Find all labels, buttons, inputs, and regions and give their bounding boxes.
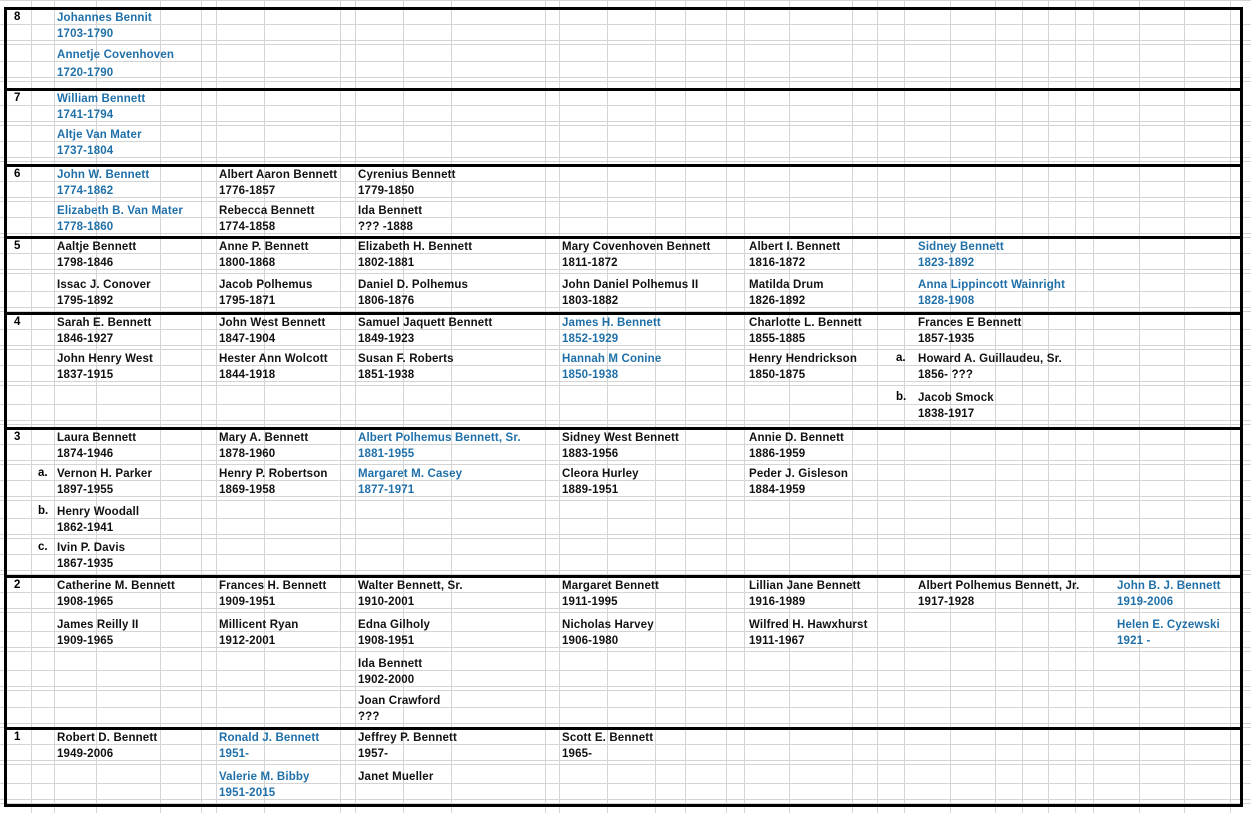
spouse-order-marker: b.: [38, 505, 49, 517]
relative-cell[interactable]: [358, 656, 422, 688]
life-dates[interactable]: 1823-1892: [918, 257, 975, 269]
person-name[interactable]: Samuel Jaquett Bennett: [358, 317, 493, 329]
life-dates[interactable]: 1846-1927: [57, 333, 114, 345]
relative-cell[interactable]: [219, 430, 308, 462]
person-name[interactable]: William Bennett: [57, 93, 146, 105]
life-dates[interactable]: 1838-1917: [918, 408, 975, 420]
life-dates[interactable]: 1878-1960: [219, 448, 276, 460]
relative-cell[interactable]: [358, 351, 454, 383]
life-dates[interactable]: 1919-2006: [1117, 596, 1174, 608]
life-dates[interactable]: 1908-1951: [358, 635, 415, 647]
life-dates[interactable]: 1912-2001: [219, 635, 276, 647]
direct-ancestor-cell[interactable]: [57, 10, 152, 42]
life-dates[interactable]: 1889-1951: [562, 484, 619, 496]
spouse-order-marker: a.: [896, 352, 906, 364]
generation-number[interactable]: 6: [14, 168, 21, 180]
relative-cell[interactable]: [562, 730, 653, 762]
relative-cell[interactable]: [918, 315, 1022, 347]
person-name[interactable]: Sarah E. Bennett: [57, 317, 152, 329]
life-dates[interactable]: 1806-1876: [358, 295, 415, 307]
relative-cell[interactable]: [749, 239, 840, 271]
life-dates[interactable]: 1779-1850: [358, 185, 415, 197]
life-dates[interactable]: 1811-1872: [562, 257, 618, 269]
life-dates[interactable]: 1908-1965: [57, 596, 114, 608]
direct-ancestor-cell[interactable]: [57, 203, 183, 235]
relative-cell[interactable]: [749, 617, 868, 649]
relative-cell[interactable]: [749, 277, 824, 309]
life-dates[interactable]: 1965-: [562, 748, 593, 760]
person-name[interactable]: Millicent Ryan: [219, 619, 299, 631]
person-name[interactable]: James Reilly II: [57, 619, 139, 631]
generation-section-7: [4, 88, 1243, 167]
life-dates[interactable]: 1774-1862: [57, 185, 114, 197]
person-name[interactable]: Matilda Drum: [749, 279, 824, 291]
life-dates[interactable]: 1720-1790: [57, 67, 114, 79]
life-dates[interactable]: ??? -1888: [358, 221, 414, 233]
direct-ancestor-cell[interactable]: [562, 351, 661, 383]
life-dates[interactable]: 1856- ???: [918, 369, 974, 381]
direct-ancestor-cell[interactable]: [219, 730, 319, 762]
relative-cell[interactable]: [57, 504, 139, 536]
life-dates[interactable]: 1911-1995: [562, 596, 618, 608]
relative-cell[interactable]: [358, 617, 430, 649]
life-dates[interactable]: 1816-1872: [749, 257, 806, 269]
person-name[interactable]: John West Bennett: [219, 317, 326, 329]
relative-cell[interactable]: [918, 578, 1079, 610]
person-name[interactable]: Albert I. Bennett: [749, 241, 841, 253]
direct-ancestor-cell[interactable]: [358, 466, 462, 498]
person-name[interactable]: Jeffrey P. Bennett: [358, 732, 457, 744]
person-name[interactable]: John Daniel Polhemus II: [562, 279, 699, 291]
person-name[interactable]: Rebecca Bennett: [219, 205, 315, 217]
life-dates[interactable]: 1798-1846: [57, 257, 114, 269]
relative-cell[interactable]: [57, 239, 136, 271]
person-name[interactable]: Margaret M. Casey: [358, 468, 463, 480]
generation-number[interactable]: 7: [14, 92, 21, 104]
direct-ancestor-cell[interactable]: [57, 91, 145, 123]
spouse-order-marker: c.: [38, 541, 48, 553]
generation-number[interactable]: 3: [14, 431, 21, 443]
relative-cell[interactable]: [562, 239, 711, 271]
relative-cell[interactable]: [749, 430, 844, 462]
relative-cell[interactable]: [57, 617, 139, 649]
relative-cell[interactable]: [219, 466, 328, 498]
life-dates[interactable]: 1911-1967: [749, 635, 805, 647]
person-name[interactable]: Cyrenius Bennett: [358, 169, 456, 181]
life-dates[interactable]: 1877-1971: [358, 484, 415, 496]
person-name[interactable]: Henry Hendrickson: [749, 353, 857, 365]
life-dates[interactable]: 1776-1857: [219, 185, 276, 197]
grid-row-line: [0, 0, 1251, 1]
relative-cell[interactable]: [57, 277, 151, 309]
life-dates[interactable]: 1951-: [219, 748, 250, 760]
relative-cell[interactable]: [918, 390, 994, 422]
spouse-order-marker: a.: [38, 467, 48, 479]
life-dates[interactable]: 1851-1938: [358, 369, 415, 381]
life-dates[interactable]: 1778-1860: [57, 221, 114, 233]
person-name[interactable]: Albert Aaron Bennett: [219, 169, 338, 181]
relative-cell[interactable]: [562, 277, 698, 309]
person-name[interactable]: Mary Covenhoven Bennett: [562, 241, 711, 253]
generation-number[interactable]: 2: [14, 579, 21, 591]
life-dates[interactable]: 1910-2001: [358, 596, 415, 608]
relative-cell[interactable]: [749, 315, 862, 347]
life-dates[interactable]: 1917-1928: [918, 596, 975, 608]
person-name[interactable]: Ida Bennett: [358, 658, 423, 670]
person-name[interactable]: Johannes Bennit: [57, 12, 152, 24]
life-dates[interactable]: 1886-1959: [749, 448, 806, 460]
generation-number[interactable]: 1: [14, 731, 21, 743]
person-name[interactable]: Mary A. Bennett: [219, 432, 309, 444]
person-name[interactable]: Aaltje Bennett: [57, 241, 137, 253]
person-name[interactable]: Daniel D. Polhemus: [358, 279, 469, 291]
person-name[interactable]: Howard A. Guillaudeu, Sr.: [918, 353, 1062, 365]
direct-ancestor-cell[interactable]: [358, 430, 521, 462]
person-name[interactable]: Valerie M. Bibby: [219, 771, 310, 783]
life-dates[interactable]: 1844-1918: [219, 369, 276, 381]
life-dates[interactable]: 1902-2000: [358, 674, 415, 686]
relative-cell[interactable]: [57, 351, 153, 383]
person-name[interactable]: Sidney West Bennett: [562, 432, 680, 444]
life-dates[interactable]: 1869-1958: [219, 484, 276, 496]
life-dates[interactable]: 1803-1882: [562, 295, 619, 307]
person-name[interactable]: Elizabeth H. Bennett: [358, 241, 473, 253]
relative-cell[interactable]: [562, 578, 659, 610]
life-dates[interactable]: 1916-1989: [749, 596, 806, 608]
life-dates[interactable]: 1874-1946: [57, 448, 114, 460]
direct-ancestor-cell[interactable]: [219, 769, 310, 801]
person-name[interactable]: James H. Bennett: [562, 317, 661, 329]
life-dates[interactable]: 1881-1955: [358, 448, 415, 460]
person-name[interactable]: Annetje Covenhoven: [57, 49, 175, 61]
person-name[interactable]: Altje Van Mater: [57, 129, 142, 141]
life-dates[interactable]: 1800-1868: [219, 257, 276, 269]
person-name[interactable]: Anne P. Bennett: [219, 241, 309, 253]
relative-cell[interactable]: [57, 430, 136, 462]
life-dates[interactable]: 1737-1804: [57, 145, 114, 157]
generation-section-6: [4, 164, 1243, 239]
person-name[interactable]: Henry Woodall: [57, 506, 140, 518]
direct-ancestor-cell[interactable]: [1117, 617, 1220, 649]
generation-number[interactable]: 8: [14, 11, 21, 23]
spouse-order-marker: b.: [896, 391, 907, 403]
life-dates[interactable]: 1921 -: [1117, 635, 1151, 647]
life-dates[interactable]: 1884-1959: [749, 484, 806, 496]
person-name[interactable]: John Henry West: [57, 353, 153, 365]
relative-cell[interactable]: [562, 466, 639, 498]
person-name[interactable]: Henry P. Robertson: [219, 468, 328, 480]
person-name[interactable]: Frances E Bennett: [918, 317, 1022, 329]
life-dates[interactable]: 1741-1794: [57, 109, 114, 121]
life-dates[interactable]: 1951-2015: [219, 787, 276, 799]
relative-cell[interactable]: [918, 351, 1062, 383]
direct-ancestor-cell[interactable]: [1117, 578, 1221, 610]
relative-cell[interactable]: [358, 203, 422, 235]
person-name[interactable]: Wilfred H. Hawxhurst: [749, 619, 868, 631]
life-dates[interactable]: 1850-1875: [749, 369, 806, 381]
person-name[interactable]: Joan Crawford: [358, 695, 441, 707]
person-name[interactable]: Edna Gilholy: [358, 619, 431, 631]
person-name[interactable]: Hannah M Conine: [562, 353, 662, 365]
generation-number[interactable]: 4: [14, 316, 21, 328]
relative-cell[interactable]: [219, 617, 298, 649]
person-name[interactable]: Scott E. Bennett: [562, 732, 654, 744]
relative-cell[interactable]: [219, 277, 313, 309]
relative-cell[interactable]: [219, 167, 337, 199]
direct-ancestor-cell[interactable]: [918, 239, 1004, 271]
life-dates[interactable]: 1867-1935: [57, 558, 114, 570]
direct-ancestor-cell[interactable]: [562, 315, 661, 347]
life-dates[interactable]: 1847-1904: [219, 333, 276, 345]
life-dates[interactable]: 1703-1790: [57, 28, 114, 40]
person-name[interactable]: Ida Bennett: [358, 205, 423, 217]
person-name[interactable]: Issac J. Conover: [57, 279, 151, 291]
relative-cell[interactable]: [749, 466, 848, 498]
person-name[interactable]: John W. Bennett: [57, 169, 150, 181]
relative-cell[interactable]: [57, 315, 151, 347]
person-name[interactable]: Jacob Polhemus: [219, 279, 313, 291]
life-dates[interactable]: [358, 785, 433, 801]
person-name[interactable]: Lillian Jane Bennett: [749, 580, 861, 592]
life-dates[interactable]: 1849-1923: [358, 333, 415, 345]
life-dates[interactable]: 1802-1881: [358, 257, 415, 269]
person-name[interactable]: Frances H. Bennett: [219, 580, 327, 592]
person-name[interactable]: Laura Bennett: [57, 432, 137, 444]
relative-cell[interactable]: [358, 693, 440, 725]
life-dates[interactable]: 1826-1892: [749, 295, 806, 307]
life-dates[interactable]: ???: [358, 711, 380, 723]
relative-cell[interactable]: [749, 578, 861, 610]
relative-cell[interactable]: [219, 239, 309, 271]
generation-section-8: [4, 7, 1243, 91]
person-name[interactable]: Ivin P. Davis: [57, 542, 126, 554]
relative-cell[interactable]: [358, 730, 457, 762]
life-dates[interactable]: 1828-1908: [918, 295, 975, 307]
person-name[interactable]: Robert D. Bennett: [57, 732, 158, 744]
person-name[interactable]: John B. J. Bennett: [1117, 580, 1221, 592]
relative-cell[interactable]: [57, 730, 157, 762]
person-name[interactable]: Walter Bennett, Sr.: [358, 580, 463, 592]
relative-cell[interactable]: [219, 578, 327, 610]
life-dates[interactable]: 1857-1935: [918, 333, 975, 345]
direct-ancestor-cell[interactable]: [57, 167, 149, 199]
life-dates[interactable]: 1957-: [358, 748, 389, 760]
relative-cell[interactable]: [358, 167, 456, 199]
life-dates[interactable]: 1855-1885: [749, 333, 806, 345]
relative-cell[interactable]: [358, 769, 433, 801]
person-name[interactable]: Hester Ann Wolcott: [219, 353, 328, 365]
person-name[interactable]: Annie D. Bennett: [749, 432, 845, 444]
person-name[interactable]: Helen E. Cyzewski: [1117, 619, 1220, 631]
direct-ancestor-cell[interactable]: [918, 277, 1065, 309]
person-name[interactable]: Cleora Hurley: [562, 468, 639, 480]
relative-cell[interactable]: [562, 430, 679, 462]
relative-cell[interactable]: [57, 578, 175, 610]
relative-cell[interactable]: [749, 351, 857, 383]
life-dates[interactable]: 1906-1980: [562, 635, 619, 647]
relative-cell[interactable]: [219, 351, 328, 383]
person-name[interactable]: Elizabeth B. Van Mater: [57, 205, 183, 217]
relative-cell[interactable]: [358, 315, 492, 347]
person-name[interactable]: Charlotte L. Bennett: [749, 317, 862, 329]
person-name[interactable]: Sidney Bennett: [918, 241, 1004, 253]
life-dates[interactable]: 1883-1956: [562, 448, 619, 460]
life-dates[interactable]: 1897-1955: [57, 484, 114, 496]
life-dates[interactable]: 1774-1858: [219, 221, 276, 233]
person-name[interactable]: Catherine M. Bennett: [57, 580, 176, 592]
person-name[interactable]: Albert Polhemus Bennett, Jr.: [918, 580, 1080, 592]
person-name[interactable]: Jacob Smock: [918, 392, 994, 404]
life-dates[interactable]: 1862-1941: [57, 522, 114, 534]
life-dates[interactable]: 1795-1871: [219, 295, 276, 307]
relative-cell[interactable]: [57, 466, 152, 498]
life-dates[interactable]: 1852-1929: [562, 333, 619, 345]
person-name[interactable]: Margaret Bennett: [562, 580, 659, 592]
relative-cell[interactable]: [358, 578, 463, 610]
direct-ancestor-cell[interactable]: [57, 47, 174, 81]
relative-cell[interactable]: [57, 540, 125, 572]
relative-cell[interactable]: [219, 315, 325, 347]
relative-cell[interactable]: [358, 277, 468, 309]
relative-cell[interactable]: [358, 239, 472, 271]
person-name[interactable]: Nicholas Harvey: [562, 619, 654, 631]
person-name[interactable]: Albert Polhemus Bennett, Sr.: [358, 432, 521, 444]
person-name[interactable]: Peder J. Gisleson: [749, 468, 849, 480]
person-name[interactable]: Janet Mueller: [358, 771, 434, 783]
person-name[interactable]: Susan F. Roberts: [358, 353, 454, 365]
life-dates[interactable]: 1949-2006: [57, 748, 114, 760]
life-dates[interactable]: 1909-1951: [219, 596, 276, 608]
relative-cell[interactable]: [562, 617, 654, 649]
relative-cell[interactable]: [219, 203, 315, 235]
person-name[interactable]: Vernon H. Parker: [57, 468, 153, 480]
person-name[interactable]: Ronald J. Bennett: [219, 732, 320, 744]
life-dates[interactable]: 1909-1965: [57, 635, 114, 647]
life-dates[interactable]: 1837-1915: [57, 369, 114, 381]
person-name[interactable]: Anna Lippincott Wainright: [918, 279, 1066, 291]
generation-number[interactable]: 5: [14, 240, 21, 252]
life-dates[interactable]: 1850-1938: [562, 369, 619, 381]
direct-ancestor-cell[interactable]: [57, 127, 142, 159]
life-dates[interactable]: 1795-1892: [57, 295, 114, 307]
